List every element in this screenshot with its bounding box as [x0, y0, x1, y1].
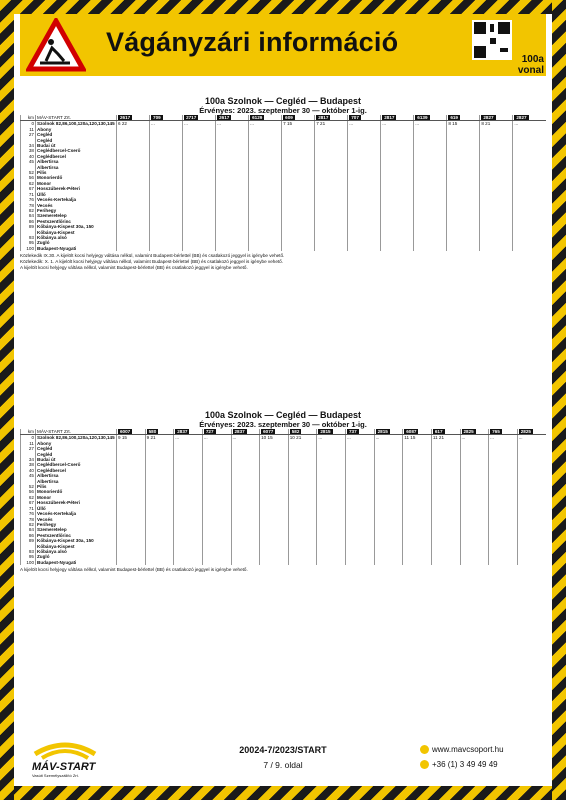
station-name: Szolnok 82,86,100,120a,120,130,145	[37, 121, 115, 127]
hazard-border-right	[552, 0, 566, 800]
km-cell: 34	[21, 143, 36, 148]
station-name: Abony	[36, 441, 117, 446]
time-cell	[447, 246, 480, 251]
train-number: 6087	[403, 429, 432, 435]
train-number: 2617	[216, 115, 249, 121]
note-line: Közlekedik: X. 1. A kijelölt kocsi helyjegy váltása nélkül, valamint Budapest-bérlettel (BB) és csatlakozó jeggyel is igénybe vehető.	[20, 259, 284, 265]
train-number: 619	[447, 115, 480, 121]
km-cell: 100	[21, 560, 36, 565]
km-cell: 56	[21, 489, 36, 494]
timetable-table	[20, 429, 546, 565]
km-cell: 38	[21, 148, 36, 153]
station-name: Albertirsa	[36, 159, 117, 164]
train-number: 609	[282, 115, 315, 121]
km-cell: 0	[21, 121, 36, 127]
station-name: Budai út	[36, 457, 117, 462]
time-cell	[489, 560, 518, 565]
train-number: 707	[348, 115, 381, 121]
km-cell: 11	[21, 127, 36, 132]
phone-number: +36 (1) 3 49 49 49	[432, 760, 498, 769]
website-link[interactable]: www.mavcsoport.hu	[432, 745, 504, 754]
km-cell: 78	[21, 517, 36, 522]
station-name: Ferihegy	[36, 208, 117, 213]
time-cell: 11 21	[431, 435, 460, 441]
km-cell: 86	[21, 219, 36, 224]
km-cell: 38	[21, 462, 36, 467]
station-name: Budai út	[36, 143, 117, 148]
km-cell: 56	[21, 175, 36, 180]
station-name: Budapest-Nyugati	[36, 246, 117, 251]
operator-label: MÁV-START Zrt.	[36, 115, 117, 121]
contact-info	[420, 742, 504, 772]
km-header: km	[21, 429, 36, 435]
station-name: Szolnok 82,86,100,120a,120,130,145	[37, 435, 115, 441]
time-cell	[348, 246, 381, 251]
station-name: Hosszúberek-Péteri	[36, 186, 117, 191]
station-name: Monor	[36, 181, 117, 186]
time-cell: ...	[317, 435, 346, 441]
station-name: Pestszentlőrinc	[36, 219, 117, 224]
notes	[20, 253, 546, 271]
station-name: Monorierdő	[36, 175, 117, 180]
time-cell	[174, 560, 203, 565]
time-cell	[117, 560, 146, 565]
page-title: Vágányzári információ	[106, 27, 399, 57]
station-name: Szemeretelep	[36, 527, 117, 532]
timetable-section-1	[20, 96, 546, 271]
train-number: 2817	[315, 115, 348, 121]
time-cell: ...	[231, 435, 260, 441]
time-cell	[260, 560, 289, 565]
km-cell: 76	[21, 511, 36, 516]
time-cell: ...	[249, 121, 282, 127]
km-cell: 27	[21, 132, 36, 137]
train-number: 580	[145, 429, 174, 435]
km-cell: 45	[21, 473, 36, 478]
train-number: 2837	[174, 429, 203, 435]
station-name: Budapest-Nyugati	[36, 560, 117, 565]
roadwork-warning-icon	[26, 18, 86, 72]
time-cell: ...	[183, 121, 216, 127]
km-cell: 67	[21, 500, 36, 505]
km-cell: 82	[21, 208, 36, 213]
hazard-border-top	[0, 0, 566, 14]
station-name: Kőbánya-Kispest	[36, 230, 117, 235]
time-cell: ...	[460, 435, 489, 441]
time-cell: 10 21	[288, 435, 317, 441]
time-cell	[150, 246, 183, 251]
time-cell: ...	[517, 435, 546, 441]
note-line: Közlekedik IX.30. A kijelölt kocsi helyjegy váltása nélkül, valamint Budapest-bérlettel (BB) és csatlakozó jeggyel is igénybe vehető.	[20, 253, 285, 259]
table-row	[21, 560, 547, 565]
train-number: 6077	[260, 429, 289, 435]
time-cell: ...	[150, 121, 183, 127]
time-cell	[431, 560, 460, 565]
route-label: 100a vonal	[517, 54, 544, 76]
page-header	[20, 14, 546, 76]
time-cell	[216, 246, 249, 251]
document-code: 20024-7/2023/START	[239, 745, 327, 755]
train-number: 2817	[381, 115, 414, 121]
note-line: A kijelölt kocsi helyjegy váltása nélkül, valamint Budapest-bérlettel (BB) és csatlakozó jeggyel is igénybe vehető.	[20, 567, 248, 573]
time-cell: ...	[381, 121, 414, 127]
train-number: 6129	[249, 115, 282, 121]
km-cell: 40	[21, 468, 36, 473]
km-cell: 93	[21, 235, 36, 240]
station-name: Kőbánya-Kispest 30a, 150	[36, 538, 117, 543]
operator-label: MÁV-START Zrt.	[36, 429, 117, 435]
km-cell: 11	[21, 441, 36, 446]
brand-subtitle: Vasúti Személyszállító Zrt.	[32, 773, 79, 778]
station-name: Zugló	[36, 240, 117, 245]
brand-name: MÁV-START	[32, 761, 96, 773]
time-cell: 6 22	[117, 121, 150, 127]
section-validity: Érvényes: 2023. szeptember 30 — október 1-ig.	[199, 106, 367, 115]
time-cell: ...	[414, 121, 447, 127]
train-number: 6139	[414, 115, 447, 121]
time-cell: ...	[374, 435, 403, 441]
train-number: 2617	[117, 115, 150, 121]
km-cell: 89	[21, 538, 36, 543]
station-name: Monor	[36, 495, 117, 500]
station-name: Cegléd	[36, 138, 117, 143]
time-cell	[288, 560, 317, 565]
time-cell: 11 15	[403, 435, 432, 441]
km-cell: 78	[21, 203, 36, 208]
time-cell: 8 15	[447, 121, 480, 127]
km-cell: 71	[21, 506, 36, 511]
time-cell: 9 21	[145, 435, 174, 441]
km-cell: 0	[21, 435, 36, 441]
time-cell: 9 15	[117, 435, 146, 441]
train-number: 582	[288, 429, 317, 435]
time-cell: ...	[346, 435, 375, 441]
km-cell: 84	[21, 213, 36, 218]
km-header: km	[21, 115, 36, 121]
train-number: 2825	[460, 429, 489, 435]
station-name: Kőbánya alsó	[36, 235, 117, 240]
km-cell: 76	[21, 197, 36, 202]
km-cell: 62	[21, 181, 36, 186]
station-name: Pilis	[36, 170, 117, 175]
time-cell	[414, 246, 447, 251]
station-name: Albertirsa	[36, 473, 117, 478]
station-name: Vecsés	[36, 203, 117, 208]
station-name: Kőbánya-Kispest 30a, 150	[36, 224, 117, 229]
km-cell: 89	[21, 224, 36, 229]
train-number: 765	[489, 429, 518, 435]
section-title: 100a Szolnok — Cegléd — Budapest	[204, 96, 362, 106]
station-name: Vecsés-Kertekalja	[36, 511, 117, 516]
km-cell: 67	[21, 186, 36, 191]
globe-icon	[420, 745, 429, 754]
train-number: 617	[431, 429, 460, 435]
section-title: 100a Szolnok — Cegléd — Budapest	[204, 410, 362, 420]
station-name: Ceglédbercel-Cserő	[36, 148, 117, 153]
station-name: Szemeretelep	[36, 213, 117, 218]
notes	[20, 567, 546, 573]
station-name: Cegléd	[36, 446, 117, 451]
km-cell: 52	[21, 170, 36, 175]
hazard-border-bottom	[0, 786, 566, 800]
note-line: A kijelölt kocsi helyjegy váltása nélkül, valamint Budapest-bérlettel (BB) és csatlakozó jeggyel is igénybe vehető.	[20, 265, 248, 271]
km-cell: 34	[21, 457, 36, 462]
time-cell	[346, 560, 375, 565]
timetable-table	[20, 115, 546, 251]
km-cell: 52	[21, 484, 36, 489]
page-number: 7 / 9. oldal	[263, 760, 303, 770]
train-number: 2827	[480, 115, 513, 121]
time-cell: ...	[513, 121, 546, 127]
station-name: Cegléd	[36, 452, 117, 457]
train-number: 709	[150, 115, 183, 121]
km-cell: 40	[21, 154, 36, 159]
time-cell: ...	[216, 121, 249, 127]
km-cell: 27	[21, 446, 36, 451]
station-name: Ceglédbercel-Cserő	[36, 462, 117, 467]
station-name: Ceglédbercel	[36, 468, 117, 473]
time-cell: ...	[174, 435, 203, 441]
time-cell	[315, 246, 348, 251]
station-name: Abony	[36, 127, 117, 132]
time-cell: ...	[202, 435, 231, 441]
timetable-section-2	[20, 410, 546, 573]
table-row	[21, 246, 547, 251]
train-number: 2827	[513, 115, 546, 121]
km-cell: 84	[21, 527, 36, 532]
station-name: Vecsés-Kertekalja	[36, 197, 117, 202]
station-name: Albertirsa	[36, 165, 117, 170]
time-cell: 8 21	[480, 121, 513, 127]
km-cell: 95	[21, 240, 36, 245]
km-cell: 62	[21, 495, 36, 500]
time-cell	[381, 246, 414, 251]
km-cell: 100	[21, 246, 36, 251]
time-cell	[183, 246, 216, 251]
time-cell: ...	[348, 121, 381, 127]
time-cell	[249, 246, 282, 251]
train-number: 2837	[231, 429, 260, 435]
time-cell	[231, 560, 260, 565]
station-name: Cegléd	[36, 132, 117, 137]
time-cell	[513, 246, 546, 251]
station-name: Pestszentlőrinc	[36, 533, 117, 538]
km-cell: 82	[21, 522, 36, 527]
phone-icon	[420, 760, 429, 769]
train-number: 6007	[117, 429, 146, 435]
km-cell: 71	[21, 192, 36, 197]
station-name: Ferihegy	[36, 522, 117, 527]
train-number: 2717	[183, 115, 216, 121]
time-cell	[403, 560, 432, 565]
time-cell	[282, 246, 315, 251]
time-cell	[117, 246, 150, 251]
train-number: 2825	[517, 429, 546, 435]
time-cell	[317, 560, 346, 565]
time-cell	[374, 560, 403, 565]
station-name: Üllő	[36, 506, 117, 511]
km-cell: 93	[21, 549, 36, 554]
km-cell: 86	[21, 533, 36, 538]
train-number: 727	[202, 429, 231, 435]
train-number: 737	[346, 429, 375, 435]
time-cell: 7 21	[315, 121, 348, 127]
station-name: Kőbánya-Kispest	[36, 544, 117, 549]
train-number: 2815	[374, 429, 403, 435]
time-cell	[517, 560, 546, 565]
time-cell: ...	[489, 435, 518, 441]
time-cell	[202, 560, 231, 565]
station-name: Vecsés	[36, 517, 117, 522]
time-cell: 10 15	[260, 435, 289, 441]
station-name: Üllő	[36, 192, 117, 197]
time-cell	[480, 246, 513, 251]
station-name: Albertirsa	[36, 479, 117, 484]
station-name: Zugló	[36, 554, 117, 559]
qr-code[interactable]	[472, 20, 512, 60]
time-cell	[460, 560, 489, 565]
station-name: Hosszúberek-Péteri	[36, 500, 117, 505]
train-number: 2815	[317, 429, 346, 435]
station-name: Monorierdő	[36, 489, 117, 494]
time-cell	[145, 560, 174, 565]
time-cell: 7 15	[282, 121, 315, 127]
station-name: Ceglédbercel	[36, 154, 117, 159]
section-validity: Érvényes: 2023. szeptember 30 — október 1-ig.	[199, 420, 367, 429]
km-cell: 45	[21, 159, 36, 164]
station-name: Kőbánya alsó	[36, 549, 117, 554]
km-cell: 95	[21, 554, 36, 559]
station-name: Pilis	[36, 484, 117, 489]
hazard-border-left	[0, 0, 14, 800]
